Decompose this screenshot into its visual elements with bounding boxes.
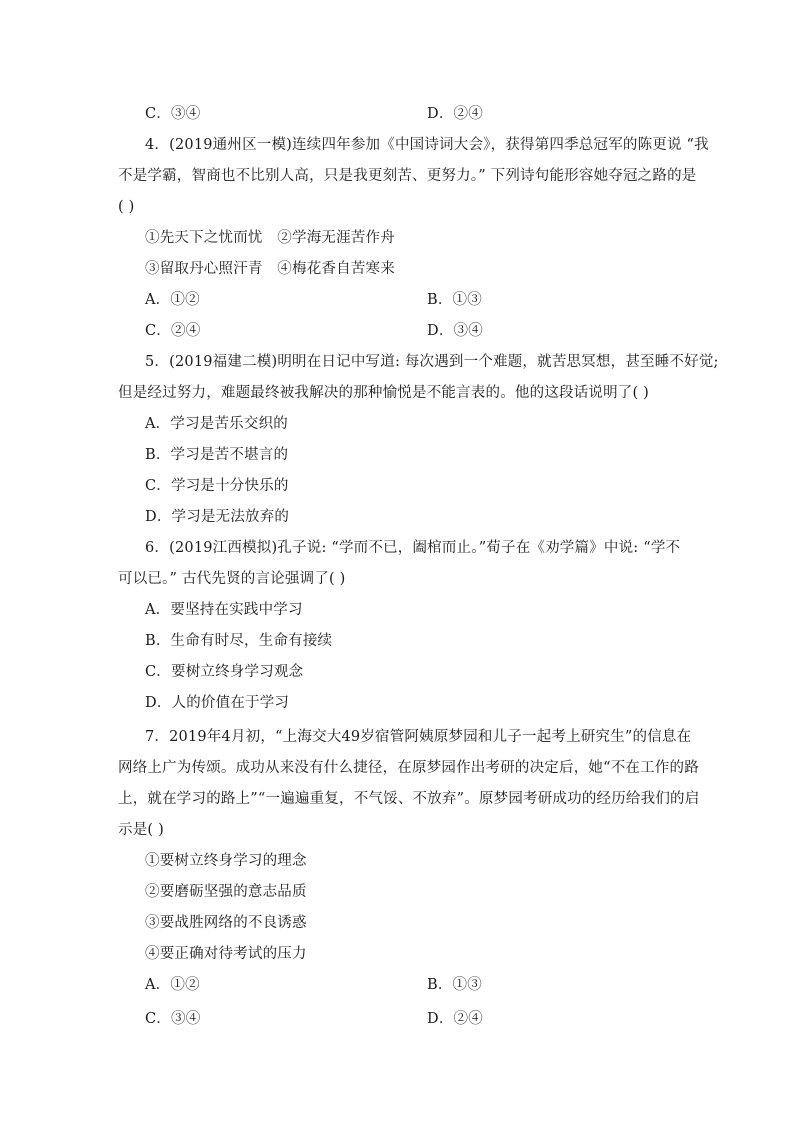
q7-item-2: ②要磨砺坚强的意志品质 — [145, 884, 307, 900]
q7-item-4: ④要正确对待考试的压力 — [145, 946, 307, 962]
q5-option-b: B．学习是苦不堪言的 — [145, 447, 289, 463]
q5-option-c: C．学习是十分快乐的 — [145, 478, 289, 494]
q7-item-1: ①要树立终身学习的理念 — [145, 853, 307, 869]
q7-option-c: C．③④ — [145, 1011, 201, 1027]
q4-option-b: B．①③ — [427, 292, 482, 308]
q5-option-d: D．学习是无法放弃的 — [145, 509, 290, 525]
q7-line-1: 7．2019年4月初，“上海交大49岁宿管阿姨原梦园和儿子一起考上研究生”的信息在 — [145, 729, 692, 745]
q6-line-2: 可以已。” 古代先贤的言论强调了( ) — [118, 571, 346, 587]
q4-item-1: ①先天下之忧而忧 ②学海无涯苦作舟 — [145, 230, 395, 246]
q7-item-3: ③要战胜网络的不良诱惑 — [145, 915, 307, 931]
q7-line-4: 示是( ) — [118, 822, 164, 838]
q4-option-a: A．①② — [145, 292, 200, 308]
q6-option-c: C．要树立终身学习观念 — [145, 664, 304, 680]
prev-option-c: C．③④ — [145, 106, 201, 122]
q4-line-3: ( ) — [118, 199, 135, 215]
q4-line-2: 不是学霸，智商也不比别人高，只是我更刻苦、更努力。” 下列诗句能形容她夺冠之路的是 — [118, 168, 697, 184]
q7-line-2: 网络上广为传颂。成功从来没有什么捷径，在原梦园作出考研的决定后，她“不在工作的路 — [118, 760, 699, 776]
q4-option-d: D．③④ — [427, 323, 483, 339]
q5-line-2: 但是经过努力，难题最终被我解决的那种愉悦是不能言表的。他的这段话说明了( ) — [118, 385, 650, 401]
q6-option-d: D．人的价值在于学习 — [145, 695, 290, 711]
q4-item-2: ③留取丹心照汗青 ④梅花香自苦寒来 — [145, 261, 395, 277]
q5-option-a: A．学习是苦乐交织的 — [145, 416, 288, 432]
prev-option-d: D．②④ — [427, 106, 483, 122]
q7-option-d: D．②④ — [427, 1011, 483, 1027]
q7-line-3: 上，就在学习的路上”“一遍遍重复，不气馁、不放弃”。原梦园考研成功的经历给我们的启 — [118, 791, 700, 807]
q6-option-b: B．生命有时尽，生命有接续 — [145, 633, 333, 649]
q7-option-b: B．①③ — [427, 977, 482, 993]
q4-option-c: C．②④ — [145, 323, 201, 339]
q6-line-1: 6．(2019江西模拟)孔子说: “学而不已，阖棺而止。”荀子在《劝学篇》中说: “学不 — [145, 540, 681, 556]
q7-option-a: A．①② — [145, 977, 200, 993]
q6-option-a: A．要坚持在实践中学习 — [145, 602, 303, 618]
q4-line-1: 4．(2019通州区一模)连续四年参加《中国诗词大会》，获得第四季总冠军的陈更说 “我 — [145, 137, 709, 153]
q5-line-1: 5．(2019福建二模)明明在日记中写道: 每次遇到一个难题，就苦思冥想，甚至睡不好觉; — [145, 354, 719, 370]
